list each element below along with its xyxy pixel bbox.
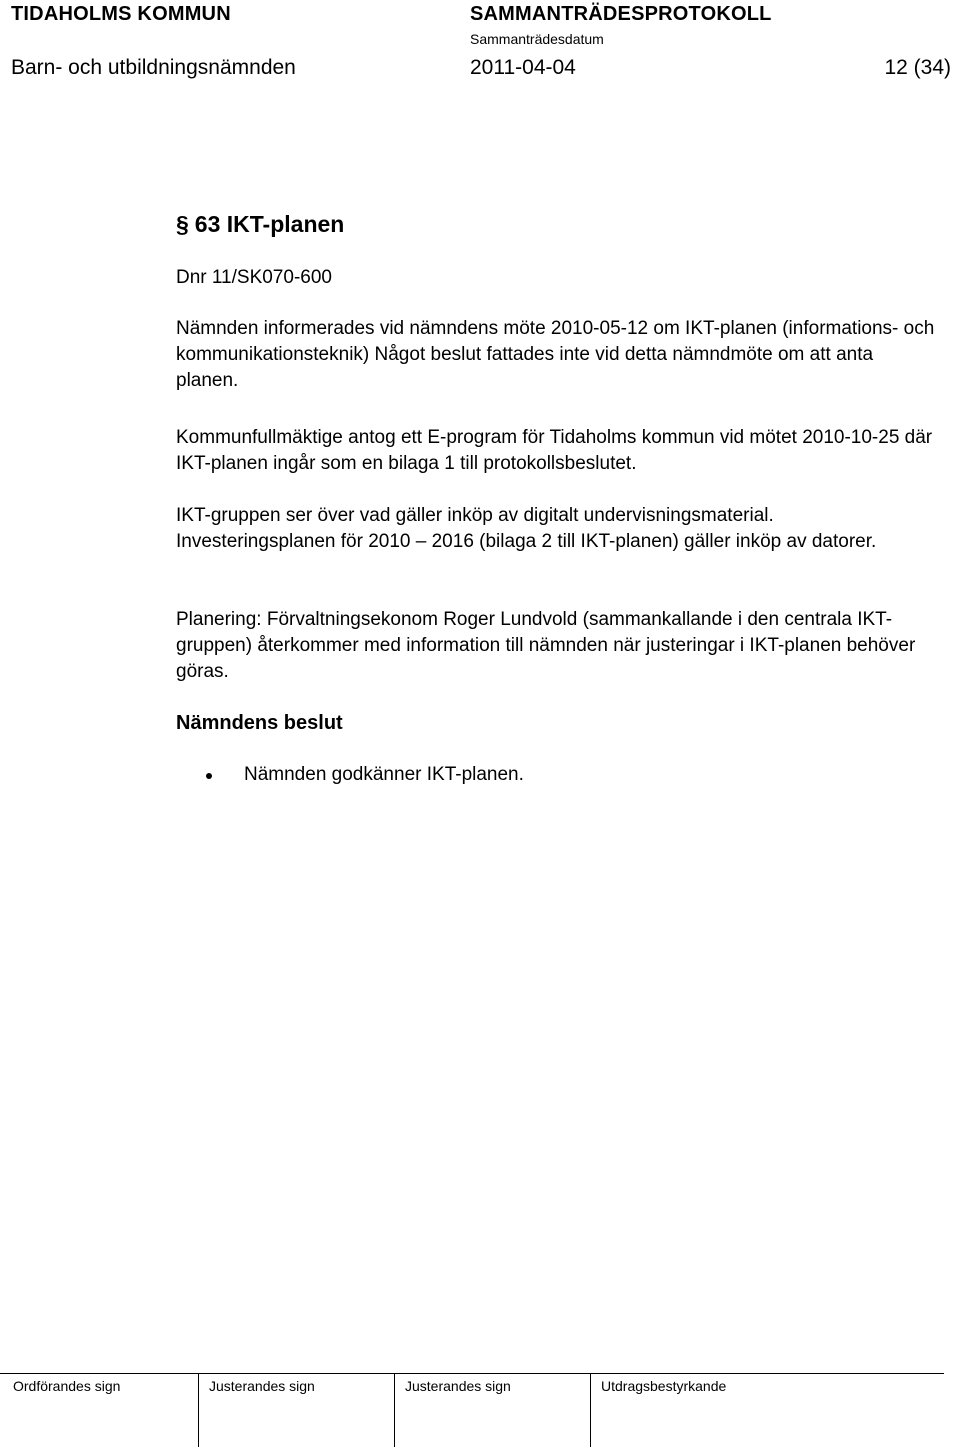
section-title-text: 63 IKT-planen [194, 211, 345, 237]
date-label: Sammanträdesdatum [470, 31, 604, 47]
bullet-icon [206, 773, 212, 779]
chair-signature-label: Ordförandes sign [13, 1378, 121, 1394]
paragraph: Planering: Förvaltningsekonom Roger Lundvold (sammankallande i den centrala IKT-gruppen) återkommer med information till nämnden när justeringar i IKT-planen behöver göras. [176, 609, 916, 682]
paragraph: IKT-gruppen ser över vad gäller inköp av digitalt undervisningsmaterial. Investeringsplanen för 2010 – 2016 (bilaga 2 till IKT-planen) gäller inköp av datorer. [176, 505, 877, 552]
extract-certification-label: Utdragsbestyrkande [601, 1378, 727, 1394]
registration-number: Dnr 11/SK070-600 [176, 267, 332, 288]
adjuster-signature-label: Justerandes sign [405, 1378, 511, 1394]
document-header [11, 3, 951, 47]
organization-name: TIDAHOLMS KOMMUN [11, 3, 231, 25]
section-sign: § [176, 211, 189, 237]
decision-list [176, 762, 524, 788]
document-subheader [11, 56, 951, 84]
decision-item [176, 762, 524, 788]
adjuster-signature-label: Justerandes sign [209, 1378, 315, 1394]
footer-divider [0, 1373, 944, 1374]
committee-name: Barn- och utbildningsnämnden [11, 56, 296, 79]
paragraph: Kommunfullmäktige antog ett E-program för Tidaholms kommun vid mötet 2010-10-25 där IKT-planen ingår som en bilaga 1 till protokollsbeslutet. [176, 427, 933, 474]
signature-boxes [0, 1378, 944, 1398]
page-number: 12 (34) [884, 56, 951, 79]
decision-text: Nämnden godkänner IKT-planen. [244, 764, 524, 785]
decision-heading: Nämndens beslut [176, 712, 343, 734]
meeting-date: 2011-04-04 [470, 56, 576, 79]
section-title [176, 211, 344, 238]
document-type: SAMMANTRÄDESPROTOKOLL [470, 3, 772, 25]
paragraph: Nämnden informerades vid nämndens möte 2010-05-12 om IKT-planen (informations- och kommunikationsteknik) Något beslut fattades inte vid detta nämndmöte om att anta planen. [176, 318, 935, 391]
